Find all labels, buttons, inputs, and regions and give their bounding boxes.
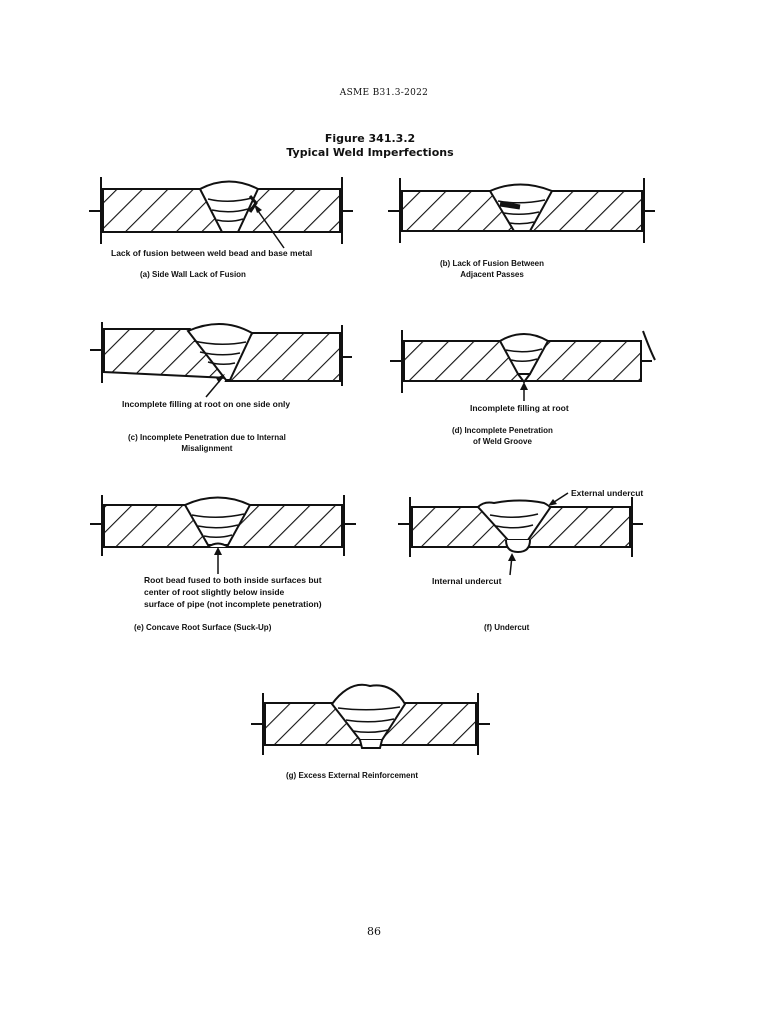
- caption-b: (b) Lack of Fusion Between Adjacent Passes: [440, 259, 545, 279]
- fusion-defect: [500, 204, 520, 207]
- caption-c: (c) Incomplete Penetration due to Internal Misalignment: [128, 433, 286, 453]
- caption-e: (e) Concave Root Surface (Suck-Up): [134, 623, 272, 632]
- weld-d-incomplete-penetration-groove: [390, 330, 655, 401]
- weld-e-concave-root-surface: [90, 495, 356, 574]
- root-bead: [360, 740, 382, 748]
- caption-f: (f) Undercut: [484, 623, 530, 632]
- document-header: ASME B31.3-2022: [339, 88, 429, 98]
- label-f-external: External undercut: [571, 488, 644, 498]
- weld-b-lack-of-fusion-between-passes: [388, 178, 655, 243]
- label-f-internal: Internal undercut: [432, 576, 502, 586]
- caption-a: (a) Side Wall Lack of Fusion: [140, 270, 246, 279]
- label-a: Lack of fusion between weld bead and base metal: [111, 248, 313, 258]
- figure-title: Typical Weld Imperfections: [286, 146, 454, 159]
- weld-c-incomplete-penetration-misalignment: [90, 322, 352, 397]
- label-d: Incomplete filling at root: [470, 403, 569, 413]
- figure-number: Figure 341.3.2: [324, 132, 416, 145]
- weld-f-undercut: [398, 493, 643, 575]
- weld-g-excess-reinforcement: [251, 685, 490, 755]
- root-bead: [506, 540, 530, 552]
- caption-d: (d) Incomplete Penetration of Weld Groove: [452, 426, 553, 446]
- page-number: 86: [367, 925, 381, 938]
- caption-g: (g) Excess External Reinforcement: [286, 771, 419, 780]
- label-c: Incomplete filling at root on one side only: [122, 399, 291, 409]
- weld-a-side-wall-lack-of-fusion: [89, 177, 353, 248]
- label-e: Root bead fused to both inside surfaces but center of root slightly below inside surface of pipe (not incomplete penetration): [144, 575, 322, 609]
